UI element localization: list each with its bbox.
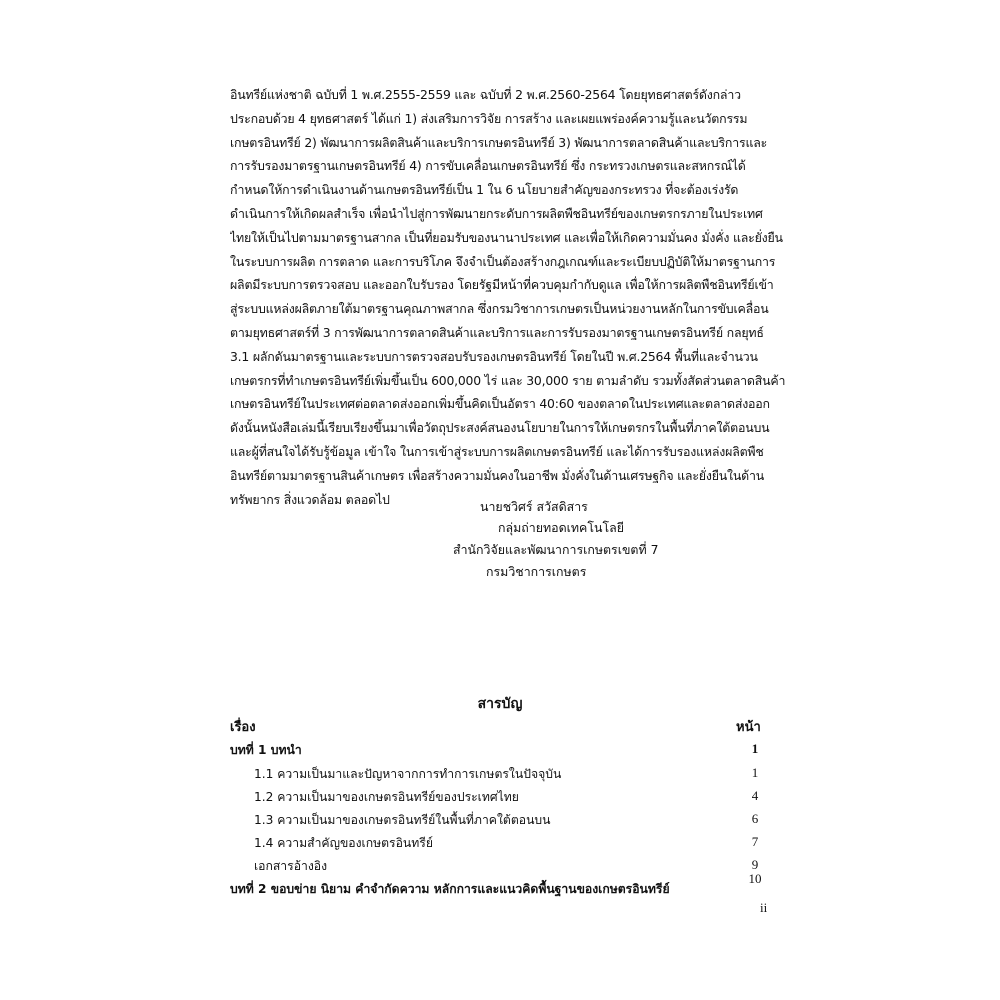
toc-entry-page: 1	[751, 741, 759, 756]
paragraph-line: ดำเนินการให้เกิดผลสำเร็จ เพื่อนำไปสู่การพัฒนายกระดับการผลิตพืชอินทรีย์ของเกษตรกรภายในประเทศ	[230, 205, 763, 221]
toc-entry-page: 6	[751, 811, 759, 826]
toc-title: สารบัญ	[477, 696, 523, 712]
paragraph-line: เกษตรกรที่ทำเกษตรอินทรีย์เพิ่มขึ้นเป็น 600,000 ไร่ และ 30,000 ราย ตามลำดับ รวมทั้งสัดส่วนตลาดสินค้า	[230, 372, 786, 388]
signature-name: นายชวิศร์ สวัสดิสาร	[480, 499, 588, 514]
toc-entry-text: 1.3 ความเป็นมาของเกษตรอินทรีย์ในพื้นที่ภาคใต้ตอนบน	[254, 813, 551, 827]
toc-entry-text: 1.4 ความสำคัญของเกษตรอินทรีย์	[254, 836, 433, 850]
toc-entry-page: 7	[751, 834, 759, 849]
toc-entry-page: 9	[751, 857, 759, 872]
signature-office: สำนักวิจัยและพัฒนาการเกษตรเขตที่ 7	[453, 542, 659, 557]
paragraph-line: อินทรีย์ตามมาตรฐานสินค้าเกษตร เพื่อสร้างความมั่นคงในอาชีพ มั่งคั่งในด้านเศรษฐกิจ และยั่งยืนในด้าน	[230, 467, 765, 483]
paragraph-line: 3.1 ผลักดันมาตรฐานและระบบการตรวจสอบรับรองเกษตรอินทรีย์ โดยในปี พ.ศ.2564 พื้นที่และจำนวน	[230, 348, 758, 364]
paragraph-line: ไทยให้เป็นไปตามมาตรฐานสากล เป็นที่ยอมรับของนานาประเทศ และเพื่อให้เกิดความมั่นคง มั่งคั่ง และยั่งยืน	[230, 229, 783, 245]
toc-entry-text: 1.1 ความเป็นมาและปัญหาจากการทำการเกษตรในปัจจุบัน	[254, 767, 562, 781]
paragraph-line: ในระบบการผลิต การตลาด และการบริโภค จึงจำเป็นต้องสร้างกฎเกณฑ์และระเบียบปฏิบัติให้มาตรฐานการ	[230, 253, 776, 269]
paragraph-line: สู่ระบบแหล่งผลิตภายใต้มาตรฐานคุณภาพสากล ซึ่งกรมวิชาการเกษตรเป็นหน่วยงานหลักในการขับเคลื่อน	[230, 301, 769, 317]
toc-entry-chapter-1[interactable]	[230, 741, 770, 763]
paragraph-line: เกษตรอินทรีย์ในประเทศต่อตลาดส่งออกเพิ่มขึ้นคิดเป็นอัตรา 40:60 ของตลาดในประเทศและตลาดส่งออก	[230, 396, 770, 412]
toc-entry-1-2[interactable]	[230, 788, 770, 810]
toc-entry-1-1[interactable]	[230, 765, 770, 787]
toc-page-header: หน้า	[736, 720, 761, 735]
toc-topic-header: เรื่อง	[230, 720, 256, 735]
paragraph-line: การรับรองมาตรฐานเกษตรอินทรีย์ 4) การขับเคลื่อนเกษตรอินทรีย์ ซึ่ง กระทรวงเกษตรและสหกรณ์ได้	[230, 158, 746, 174]
paragraph-line: และผู้ที่สนใจได้รับรู้ข้อมูล เข้าใจ ในการเข้าสู่ระบบการผลิตเกษตรอินทรีย์ และได้การรับรองแหล่งผลิตพืช	[230, 443, 764, 459]
toc-entry-page: 10	[748, 871, 762, 886]
toc-entry-page: 1	[751, 765, 759, 780]
paragraph-line: ดังนั้นหนังสือเล่มนี้เรียบเรียงขึ้นมาเพื่อวัตถุประสงค์สนองนโยบายในการให้เกษตรกรในพื้นที่ภาคใต้ตอนบน	[230, 420, 770, 436]
paragraph-line: กำหนดให้การดำเนินงานด้านเกษตรอินทรีย์เป็น 1 ใน 6 นโยบายสำคัญของกระทรวง ที่จะต้องเร่งรัด	[230, 182, 739, 198]
toc-entry-1-4[interactable]	[230, 834, 770, 856]
paragraph-line: ทรัพยากร สิ่งแวดล้อม ตลอดไป	[230, 491, 390, 507]
toc-entry-text: เอกสารอ้างอิง	[254, 859, 328, 873]
paragraph-line: อินทรีย์แห่งชาติ ฉบับที่ 1 พ.ศ.2555-2559 และ ฉบับที่ 2 พ.ศ.2560-2564 โดยยุทธศาสตร์ดังกล่าว	[230, 87, 741, 102]
page-number: ii	[760, 900, 768, 915]
paragraph-line: ผลิตมีระบบการตรวจสอบ และออกใบรับรอง โดยรัฐมีหน้าที่ควบคุมกำกับดูแล เพื่อให้การผลิตพืชอินทรีย์เข้า	[230, 277, 774, 293]
toc-entry-references[interactable]	[230, 857, 770, 879]
toc-entry-chapter-2[interactable]	[230, 871, 770, 899]
paragraph-line: ประกอบด้วย 4 ยุทธศาสตร์ ได้แก่ 1) ส่งเสริมการวิจัย การสร้าง และเผยแพร่องค์ความรู้และนวัตกรรม	[230, 110, 748, 126]
signature-group: กลุ่มถ่ายทอดเทคโนโลยี	[498, 520, 624, 535]
paragraph-line: เกษตรอินทรีย์ 2) พัฒนาการผลิตสินค้าและบริการเกษตรอินทรีย์ 3) พัฒนาการตลาดสินค้าและบริการและ	[230, 134, 768, 150]
toc-entry-text: บทที่ 2 ขอบข่าย นิยาม คำจำกัดความ หลักการและแนวคิดพื้นฐานของเกษตรอินทรีย์	[230, 882, 670, 896]
paragraph-line: ตามยุทธศาสตร์ที่ 3 การพัฒนาการตลาดสินค้าและบริการและการรับรองมาตรฐานเกษตรอินทรีย์ กลยุทธ์	[230, 324, 764, 340]
toc-entry-page: 4	[751, 788, 759, 803]
toc-entry-text: 1.2 ความเป็นมาของเกษตรอินทรีย์ของประเทศไทย	[254, 790, 519, 804]
body-paragraph	[230, 83, 810, 511]
toc-entry-1-3[interactable]	[230, 811, 770, 833]
signature-department: กรมวิชาการเกษตร	[486, 564, 587, 579]
toc-entry-text: บทที่ 1 บทนำ	[230, 743, 302, 757]
